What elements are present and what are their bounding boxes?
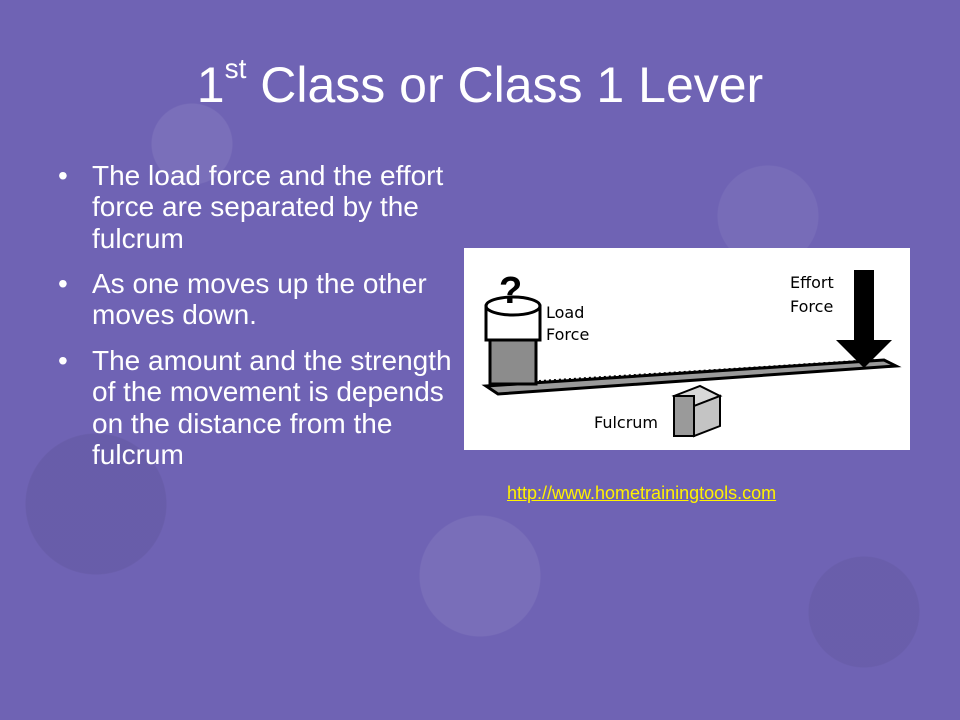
bullet-text: The amount and the strength of the movement is depends on the distance from the fulcrum: [92, 344, 452, 470]
bullet-marker: •: [58, 268, 68, 300]
lever-diagram-svg: [464, 248, 910, 450]
bullet-list: [58, 160, 463, 484]
lever-diagram: [464, 248, 910, 450]
question-mark-icon: ?: [499, 270, 523, 312]
effort-arrow-icon: [836, 270, 892, 368]
bullet-item: [58, 345, 463, 470]
bullet-text: As one moves up the other moves down.: [92, 268, 427, 331]
title-rest: Class or Class 1 Lever: [246, 57, 764, 113]
load-label-line1: Load: [546, 303, 585, 322]
load-label-line2: Force: [546, 325, 590, 344]
title-superscript: st: [224, 53, 247, 85]
bullet-item: [58, 268, 463, 331]
fulcrum-block: [674, 386, 720, 436]
fulcrum-label: Fulcrum: [594, 413, 659, 432]
bullet-marker: •: [58, 160, 68, 191]
source-link[interactable]: http://www.hometrainingtools.com: [507, 483, 777, 503]
title-prefix: 1: [196, 57, 225, 113]
bullet-item: [58, 160, 463, 254]
effort-label-line2: Force: [790, 297, 834, 316]
bullet-text: The load force and the effort force are separated by the fulcrum: [92, 160, 444, 254]
effort-label-line1: Effort: [790, 273, 834, 292]
bullet-marker: •: [58, 344, 68, 376]
slide-title: [0, 53, 960, 113]
